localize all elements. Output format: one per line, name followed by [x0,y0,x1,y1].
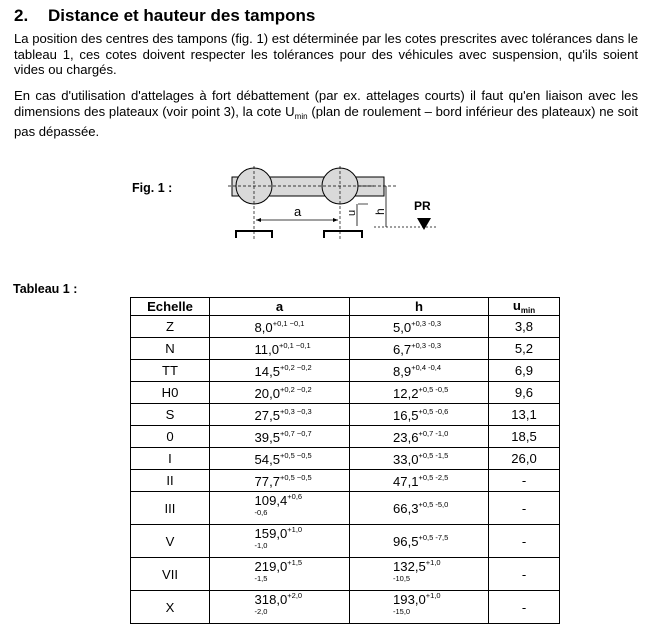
cell-a: $159,0^{+1,0 -1,0}$ [210,525,350,558]
cell-umin: 13,1 [489,404,560,426]
cell-echelle: S [131,404,210,426]
a-tolerance: +0,5 −0,5 [279,472,312,482]
cell-a: $11,0^{+0,1 -0,1}$ [210,338,350,360]
a-tolerance: +2,0 -2,0 [254,591,303,616]
table-header-row [131,298,560,316]
cell-h: $6,7^{+0,3 -0,3}$ [350,338,489,360]
pr-marker-icon [417,218,431,230]
table-row [131,470,560,492]
table-label: Tableau 1 : [13,282,78,296]
paragraph-2-end: (plan de roulement – bord inférieur des plateaux) ne soit pas dépassée. [14,103,638,140]
table-row [131,492,560,525]
dimension-h-label: h [373,208,387,215]
a-tolerance: +0,7 −0,7 [279,428,312,438]
h-tolerance: +0,5 -5,0 [418,500,449,509]
cell-echelle: II [131,470,210,492]
table-row [131,591,560,624]
paragraph-1: La position des centres des tampons (fig. 1) est déterminée par les cotes prescrites avec tolérances dans le tableau 1, ces cotes doivent respecter les tolérances pour des véhicules avec suspension, qu'ils soient vides ou chargés. [14,31,638,78]
cell-echelle: V [131,525,210,558]
figure-label: Fig. 1 : [132,181,173,195]
cell-umin: 3,8 [489,316,560,338]
section-title: Distance et hauteur des tampons [48,6,316,25]
h-tolerance: +0,5 -1,5 [418,450,449,460]
cell-a: $54,5^{+0,5 -0,5}$ [210,448,350,470]
h-tolerance: +0,3 -0,3 [411,340,442,350]
cell-echelle: III [131,492,210,525]
cell-echelle: VII [131,558,210,591]
h-tolerance: +0,5 -7,5 [418,533,449,542]
cell-umin: 5,2 [489,338,560,360]
table-row [131,525,560,558]
h-tolerance: +0,3 -0,3 [411,318,442,328]
cell-h: $96,5^{+0,5 -7,5}$ [350,525,489,558]
cell-umin: 26,0 [489,448,560,470]
cell-a: $27,5^{+0,3 -0,3}$ [210,404,350,426]
header-umin: $u_{min}$ [489,298,560,316]
table-row [131,426,560,448]
cell-echelle: Z [131,316,210,338]
h-tolerance: +0,5 -2,5 [418,472,449,482]
cell-echelle: N [131,338,210,360]
paragraph-2-start: En cas d'utilisation d'attelages à fort débattement (par ex. attelages courts) il faut qu'en liaison avec les dimensions des plateaux (voir point 3), la cote U [14,88,638,119]
a-tolerance: +0,2 −0,2 [279,384,312,394]
pr-label: PR [414,199,431,213]
cell-h: $132,5^{+1,0 -10,5}$ [350,558,489,591]
cell-a: $77,7^{+0,5 -0,5}$ [210,470,350,492]
cell-h: $5,0^{+0,3 -0,3}$ [350,316,489,338]
cell-h: $8,9^{+0,4 -0,4}$ [350,360,489,382]
cell-a: $14,5^{+0,2 -0,2}$ [210,360,350,382]
table-row [131,404,560,426]
table-body [131,316,560,624]
right-rail-profile [324,231,362,238]
a-tolerance: +0,6 -0,6 [254,492,303,517]
cell-umin: - [489,558,560,591]
cell-umin: - [489,470,560,492]
cell-h: $33,0^{+0,5 -1,5}$ [350,448,489,470]
cell-h: $193,0^{+1,0 -15,0}$ [350,591,489,624]
a-tolerance: +0,1 −0,1 [272,318,305,328]
cell-echelle: I [131,448,210,470]
h-tolerance: +0,7 -1,0 [418,428,449,438]
table-row [131,360,560,382]
table-row [131,558,560,591]
table-row [131,338,560,360]
buffer-tolerance-table [130,297,560,624]
header-echelle: Echelle [131,298,210,316]
cell-h: $66,3^{+0,5 -5,0}$ [350,492,489,525]
a-tolerance: +1,0 -1,0 [254,525,303,550]
cell-a: $20,0^{+0,2 -0,2}$ [210,382,350,404]
section-number: 2. [14,6,29,25]
section-heading [14,6,315,26]
cell-a: $109,4^{+0,6 -0,6}$ [210,492,350,525]
cell-a: $318,0^{+2,0 -2,0}$ [210,591,350,624]
table-row [131,316,560,338]
h-tolerance: +0,5 -0,6 [418,406,449,416]
cell-umin: 9,6 [489,382,560,404]
dimension-a-label: a [294,204,302,219]
header-a: a [210,298,350,316]
cell-h: $23,6^{+0,7 -1,0}$ [350,426,489,448]
cell-umin: 6,9 [489,360,560,382]
cell-echelle: H0 [131,382,210,404]
cell-umin: - [489,492,560,525]
header-h: h [350,298,489,316]
cell-a: $39,5^{+0,7 -0,7}$ [210,426,350,448]
table-row [131,382,560,404]
cell-a: $8,0^{+0,1 -0,1}$ [210,316,350,338]
umin-subscript: min [294,111,308,121]
cell-h: $47,1^{+0,5 -2,5}$ [350,470,489,492]
a-tolerance: +0,1 −0,1 [279,340,311,350]
h-tolerance: +0,4 -0,4 [411,362,442,372]
cell-echelle: 0 [131,426,210,448]
cell-h: $12,2^{+0,5 -0,5}$ [350,382,489,404]
cell-a: $219,0^{+1,5 -1,5}$ [210,558,350,591]
cell-umin: - [489,591,560,624]
cell-umin: 18,5 [489,426,560,448]
cell-h: $16,5^{+0,5 -0,6}$ [350,404,489,426]
a-tolerance: +1,5 -1,5 [254,558,303,583]
a-tolerance: +0,5 −0,5 [279,450,312,460]
a-tolerance: +0,2 −0,2 [279,362,312,372]
cell-echelle: X [131,591,210,624]
cell-echelle: TT [131,360,210,382]
h-tolerance: +1,0 -10,5 [393,558,441,583]
h-tolerance: +0,5 -0,5 [418,384,449,394]
paragraph-2 [14,88,638,140]
dimension-u-label: u [346,209,358,216]
table-row [131,448,560,470]
a-tolerance: +0,3 −0,3 [279,406,312,416]
cell-umin: - [489,525,560,558]
buffer-diagram [214,160,454,242]
h-tolerance: +1,0 -15,0 [393,591,441,616]
